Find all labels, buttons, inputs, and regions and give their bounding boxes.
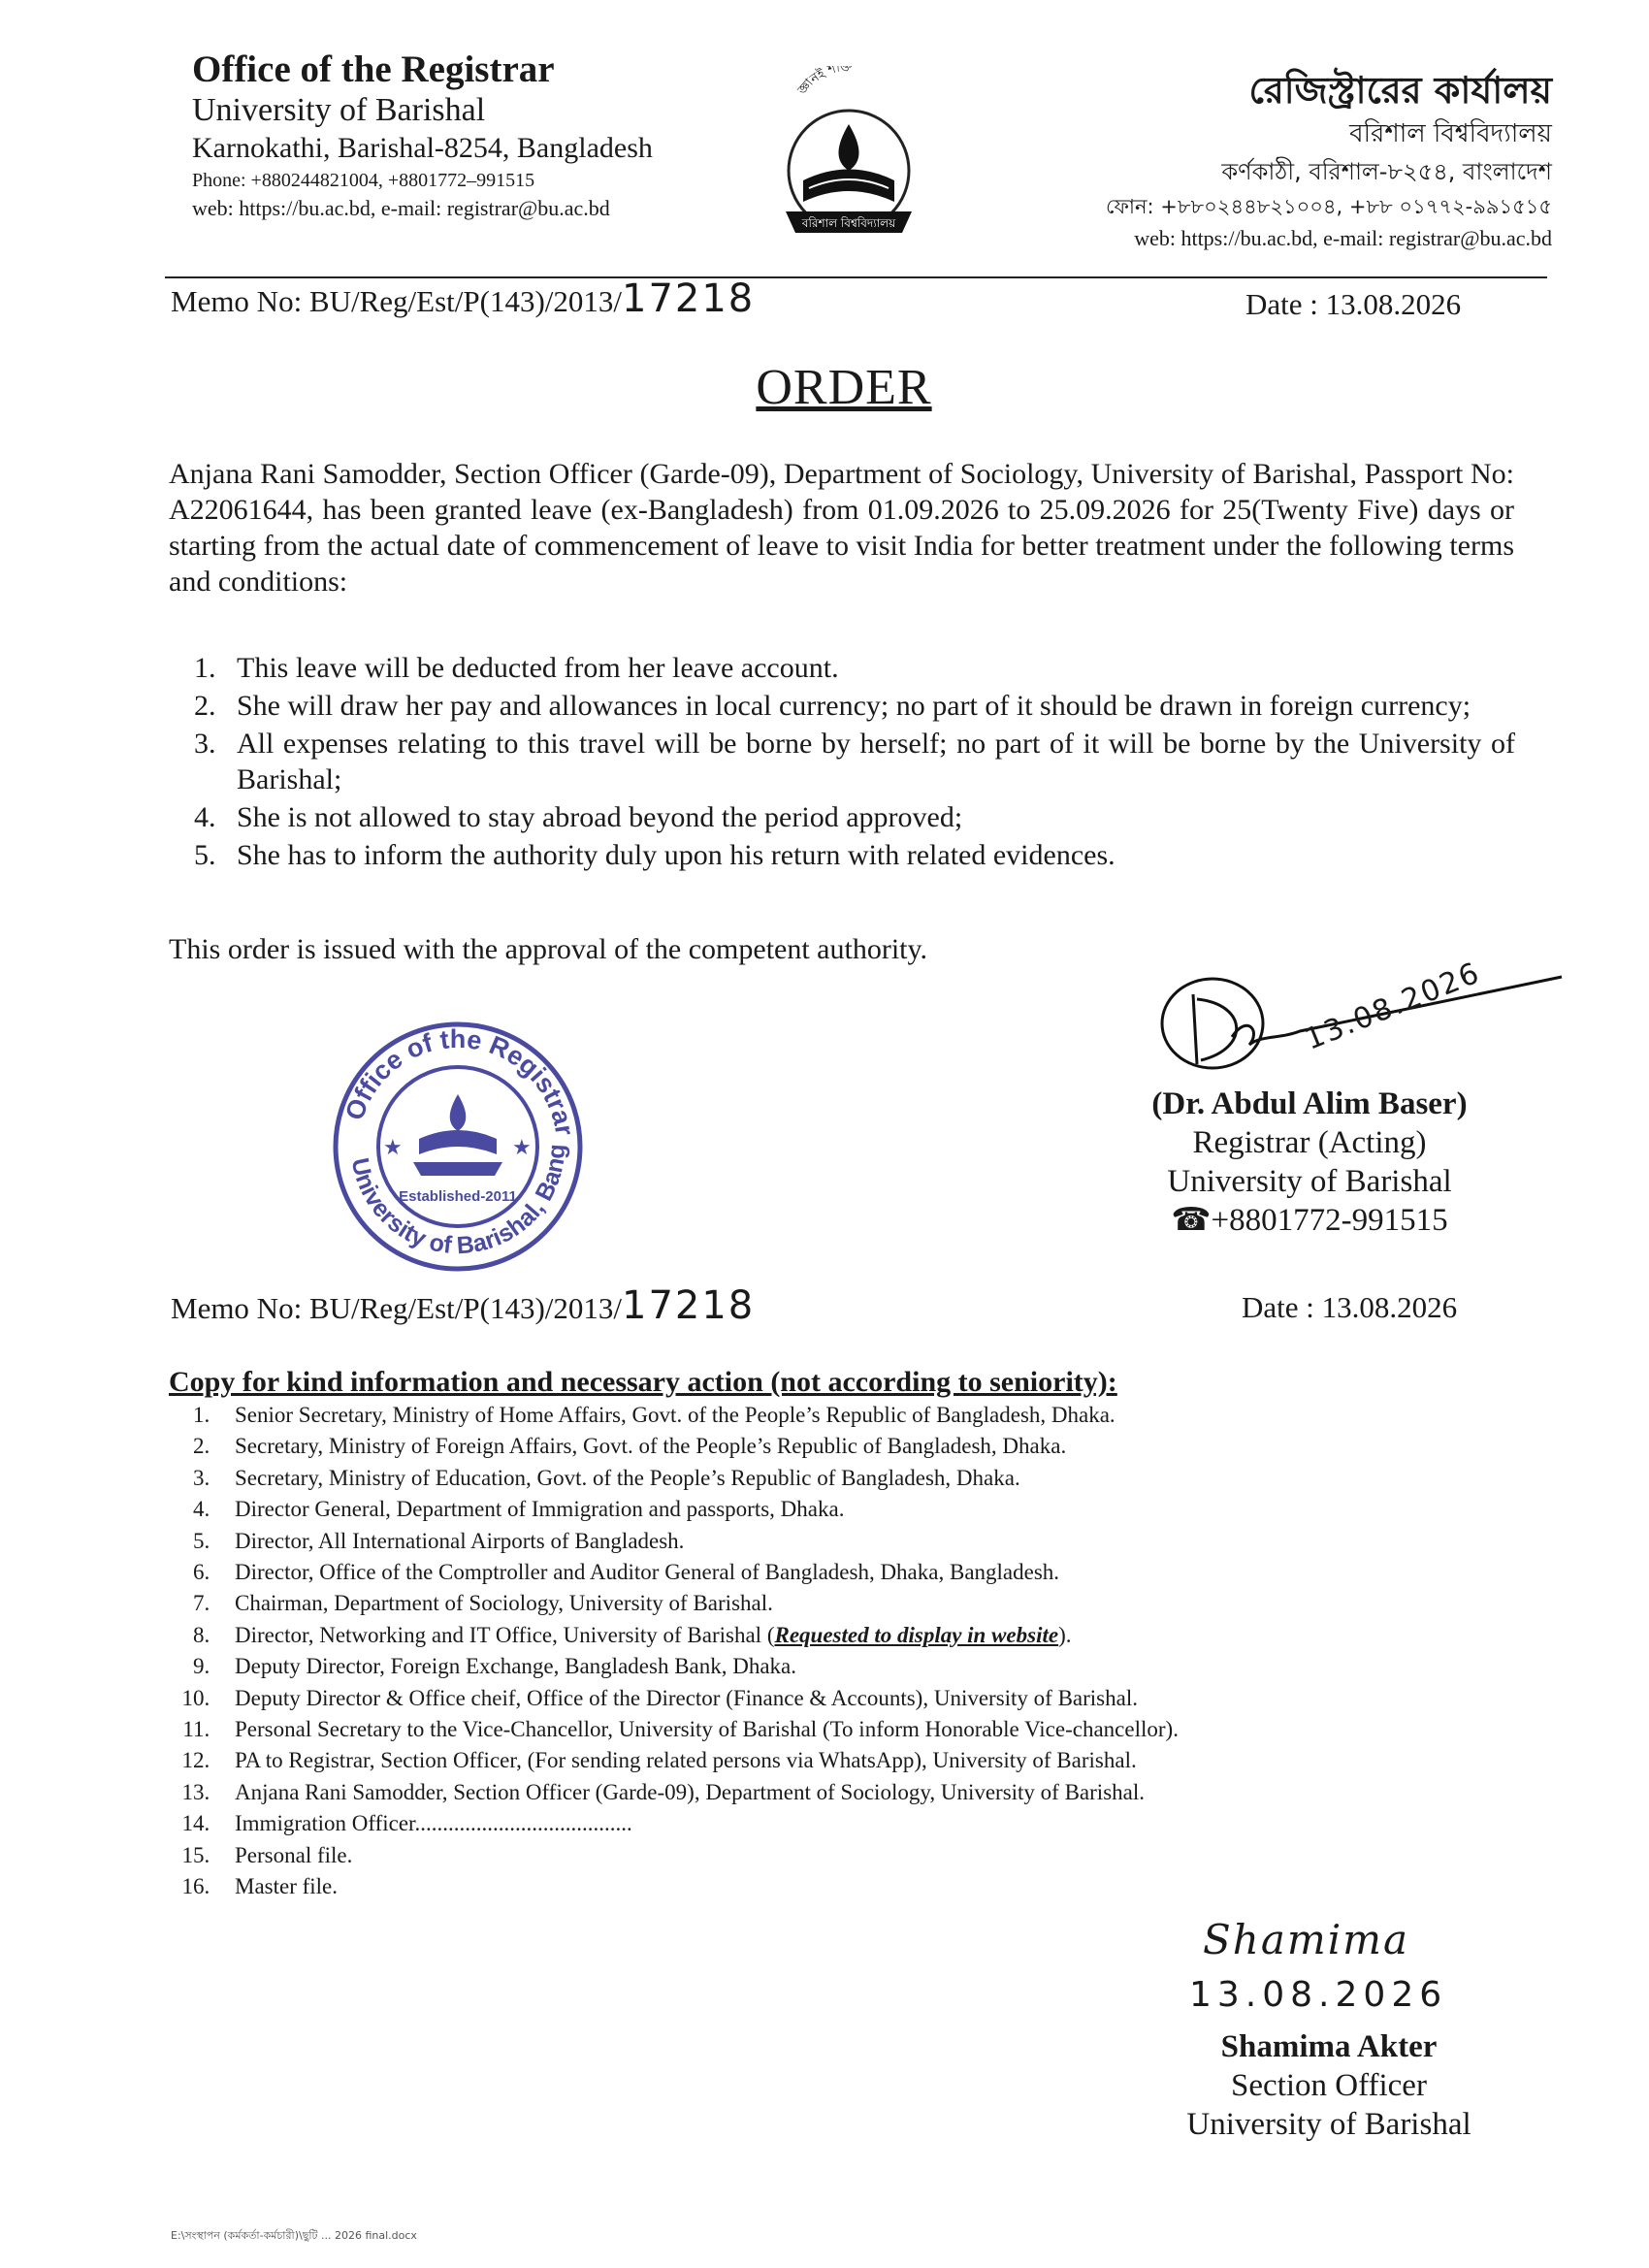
copy-item: 10. Deputy Director & Office cheif, Office of the Director (Finance & Accounts), University of Barishal. <box>215 1683 1552 1714</box>
phone-icon: ☎ <box>1171 1203 1212 1238</box>
memo-handwritten-number: 17218 <box>622 276 756 321</box>
copy-list <box>155 1400 1552 1903</box>
bn-address: কর্ণকাঠী, বরিশাল-৮২৫৪, বাংলাদেশ <box>1221 158 1552 185</box>
term-item: 2. She will draw her pay and allowances in local currency; no part of it should be drawn in foreign currency; <box>223 688 1515 724</box>
seal-top-text: Office of the Registrar <box>340 1023 580 1138</box>
copy-item: 7. Chairman, Department of Sociology, University of Barishal. <box>215 1588 1552 1619</box>
file-path-footer: E:\সংস্থাপন (কর্মকর্তা-কর্মচারী)\ছুটি ... 2026 final.docx <box>171 2229 417 2242</box>
seal-bottom-text: University of Barishal, Bang <box>345 1143 571 1260</box>
bn-phone: ফোন: +৮৮০২৪৪৮২১০০৪, +৮৮ ০১৭৭২-৯৯১৫১৫ <box>1106 195 1552 218</box>
order-title: ORDER <box>756 360 932 415</box>
registrar-signature-date: 13.08.2026 <box>1300 956 1486 1057</box>
registrar-title: Registrar (Acting) <box>1192 1125 1427 1160</box>
letterhead-right <box>854 66 1552 254</box>
web-email-right: web: https://bu.ac.bd, e-mail: registrar@bu.ac.bd <box>1134 226 1552 250</box>
section-officer-title: Section Officer <box>1231 2068 1427 2103</box>
memo-prefix: Memo No: BU/Reg/Est/P(143)/2013/ <box>171 284 622 318</box>
registrar-block <box>1067 1085 1552 1240</box>
term-item: 4. She is not allowed to stay abroad beyond the period approved; <box>223 799 1515 835</box>
copy-item: 4. Director General, Department of Immigration and passports, Dhaka. <box>215 1494 1552 1525</box>
phone: Phone: +880244821004, +8801772–991515 <box>192 170 535 191</box>
memo-date: Date : 13.08.2026 <box>1245 287 1462 321</box>
copy-item: 5. Director, All International Airports of Bangladesh. <box>215 1526 1552 1557</box>
term-item: 3. All expenses relating to this travel will be borne by herself; no part of it will be borne by the University of Barishal; <box>223 726 1515 797</box>
copy-item: 8. Director, Networking and IT Office, University of Barishal (Requested to display in website). <box>215 1620 1552 1651</box>
office-title: Office of the Registrar <box>192 49 555 90</box>
copy-item: 6. Director, Office of the Comptroller and Auditor General of Bangladesh, Dhaka, Bangladesh. <box>215 1557 1552 1588</box>
copy-item: 1. Senior Secretary, Ministry of Home Affairs, Govt. of the People’s Republic of Bangladesh, Dhaka. <box>215 1400 1552 1431</box>
registrar-phone: ☎+8801772-991515 <box>1171 1203 1448 1238</box>
registrar-name: (Dr. Abdul Alim Baser) <box>1151 1086 1468 1121</box>
copy-title: Copy for kind information and necessary action (not according to seniority): <box>169 1366 1117 1398</box>
logo-name: বরিশাল বিশ্ববিদ্যালয় <box>801 216 896 230</box>
bn-university: বরিশাল বিশ্ববিদ্যালয় <box>1349 119 1552 148</box>
copy-item: 14. Immigration Officer....................................... <box>215 1808 1552 1839</box>
approval-note: This order is issued with the approval of the competent authority. <box>169 933 928 965</box>
copy-item: 16. Master file. <box>215 1871 1552 1902</box>
memo-number <box>171 276 947 321</box>
website-request-note: Requested to display in website <box>774 1622 1059 1647</box>
seal-established: Established-2011 <box>399 1188 517 1205</box>
section-officer-block <box>1125 2027 1533 2144</box>
section-officer-name: Shamima Akter <box>1220 2029 1438 2064</box>
terms-list <box>146 650 1515 875</box>
order-body: Anjana Rani Samodder, Section Officer (Garde-09), Department of Sociology, University of Barishal, Passport No: A22061644, has been granted leave (ex-Bangladesh) from 01.09.2026 to 25.09.2026 for 25(Twenty Five) days or starting from the actual date of commencement of leave to visit India for better treatment under the following terms and conditions: <box>169 458 1514 598</box>
svg-text:★: ★ <box>383 1135 403 1159</box>
memo-prefix: Memo No: BU/Reg/Est/P(143)/2013/ <box>171 1291 622 1325</box>
copy-item: 13. Anjana Rani Samodder, Section Officer (Garde-09), Department of Sociology, University of Barishal. <box>215 1777 1552 1808</box>
registrar-org: University of Barishal <box>1167 1164 1452 1199</box>
bn-office-title: রেজিস্ট্রারের কার্যালয় <box>1248 69 1552 112</box>
copy-item: 12. PA to Registrar, Section Officer, (For sending related persons via WhatsApp), University of Barishal. <box>215 1745 1552 1776</box>
svg-text:★: ★ <box>512 1135 532 1159</box>
memo-date-copy: Date : 13.08.2026 <box>1242 1290 1458 1324</box>
web-email: web: https://bu.ac.bd, e-mail: registrar@bu.ac.bd <box>192 196 610 220</box>
section-officer-signature <box>1203 1916 1436 1974</box>
memo-number-copy <box>171 1283 947 1328</box>
header-divider <box>165 276 1547 278</box>
address: Karnokathi, Barishal-8254, Bangladesh <box>192 132 653 164</box>
term-item: 1. This leave will be deducted from her leave account. <box>223 650 1515 686</box>
term-item: 5. She has to inform the authority duly upon his return with related evidences. <box>223 837 1515 873</box>
copy-item: 3. Secretary, Ministry of Education, Govt. of the People’s Republic of Bangladesh, Dhaka. <box>215 1463 1552 1494</box>
university-name: University of Barishal <box>192 92 486 128</box>
copy-item: 11. Personal Secretary to the Vice-Chancellor, University of Barishal (To inform Honorable Vice-chancellor). <box>215 1714 1552 1745</box>
letterhead-left <box>192 49 735 223</box>
copy-item: 15. Personal file. <box>215 1840 1552 1871</box>
copy-item: 2. Secretary, Ministry of Foreign Affairs, Govt. of the People’s Republic of Bangladesh, Dhaka. <box>215 1431 1552 1462</box>
memo-handwritten-number: 17218 <box>622 1283 756 1328</box>
section-officer-handwritten-name: Shamima <box>1203 1916 1409 1963</box>
svg-text:জ্ঞানই শক্তি <box>794 66 853 99</box>
logo-motto: জ্ঞানই শক্তি <box>794 66 854 98</box>
section-officer-org: University of Barishal <box>1186 2107 1471 2142</box>
official-seal <box>330 1019 586 1275</box>
copy-item: 9. Deputy Director, Foreign Exchange, Bangladesh Bank, Dhaka. <box>215 1651 1552 1682</box>
section-officer-signature-date: 13.08.2026 <box>1189 1975 1448 2015</box>
